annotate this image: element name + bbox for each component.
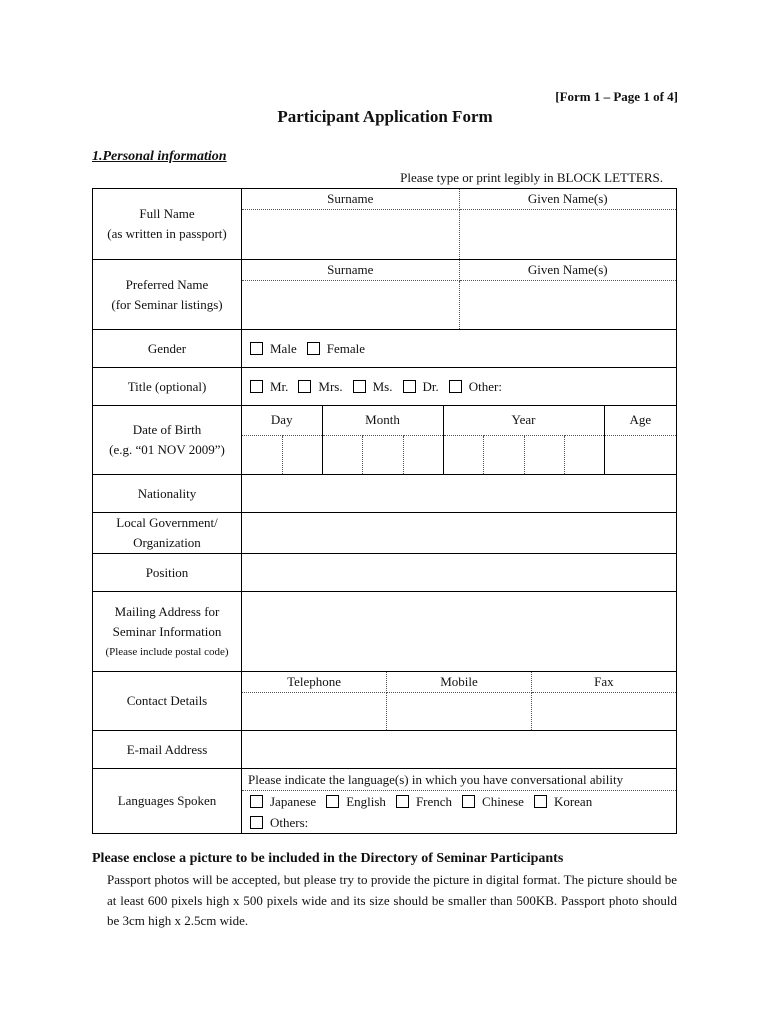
gender-option-female[interactable] <box>307 341 365 357</box>
dob-day-header: Day <box>242 406 322 435</box>
preferred-name-row <box>93 260 677 330</box>
dob-day-digit[interactable] <box>242 435 282 474</box>
gender-label: Gender <box>93 330 242 368</box>
mailing-address-label <box>93 592 242 672</box>
email-label: E-mail Address <box>93 731 242 769</box>
language-option-french[interactable] <box>396 794 452 810</box>
dob-month-char[interactable] <box>362 435 403 474</box>
checkbox-icon[interactable] <box>353 380 366 393</box>
position-field[interactable] <box>242 554 677 592</box>
telephone-field[interactable] <box>242 692 387 730</box>
page-title: Participant Application Form <box>277 107 493 126</box>
preferred-name-label-line2: (for Seminar listings) <box>111 296 223 312</box>
checkbox-icon[interactable] <box>250 816 263 829</box>
checkbox-icon[interactable] <box>396 795 409 808</box>
form-page-reference: [Form 1 – Page 1 of 4] <box>555 89 678 104</box>
title-option-ms[interactable] <box>353 379 393 395</box>
title-option-label: Other: <box>468 378 502 394</box>
language-option-label: English <box>346 793 386 809</box>
dob-month-char[interactable] <box>403 435 443 474</box>
organization-label-line1: Local Government/ <box>116 515 218 530</box>
picture-instructions: Passport photos will be accepted, but please try to provide the picture in digital format. The picture should be at least 600 pixels high x 500 pixels wide and its size should be smaller than 500KB. Passport photo should be 3cm high x 2.5cm wide. <box>107 872 677 928</box>
mailing-address-row <box>93 592 677 672</box>
full-name-label-line2: (as written in passport) <box>107 226 227 241</box>
organization-row <box>93 513 677 554</box>
dob-year-digit[interactable] <box>564 435 604 474</box>
checkbox-icon[interactable] <box>307 342 320 355</box>
nationality-label: Nationality <box>93 475 242 513</box>
mobile-header: Mobile <box>387 672 532 692</box>
gender-row <box>93 330 677 368</box>
dob-day-digit[interactable] <box>282 435 322 474</box>
picture-section-heading: Please enclose a picture to be included in the Directory of Seminar Participants <box>92 851 564 866</box>
position-row <box>93 554 677 592</box>
languages-label: Languages Spoken <box>93 769 242 834</box>
language-option-english[interactable] <box>326 794 386 810</box>
dob-month-header: Month <box>322 406 443 435</box>
preferred-given-field[interactable] <box>459 280 676 329</box>
preferred-given-header: Given Name(s) <box>459 260 676 280</box>
organization-field[interactable] <box>242 513 677 554</box>
mailing-address-field[interactable] <box>242 592 677 672</box>
dob-month-char[interactable] <box>322 435 362 474</box>
preferred-surname-header: Surname <box>242 260 459 280</box>
full-name-row <box>93 189 677 260</box>
checkbox-icon[interactable] <box>449 380 462 393</box>
contact-row <box>93 672 677 731</box>
title-label: Title (optional) <box>93 368 242 406</box>
checkbox-icon[interactable] <box>250 342 263 355</box>
title-option-label: Mrs. <box>318 378 343 394</box>
language-option-others[interactable] <box>250 815 308 831</box>
title-option-mr[interactable] <box>250 379 288 395</box>
nationality-row <box>93 475 677 513</box>
email-row <box>93 731 677 769</box>
gender-option-male[interactable] <box>250 341 297 357</box>
personal-info-form <box>92 188 677 834</box>
title-option-mrs[interactable] <box>298 379 342 395</box>
preferred-name-label-line1: Preferred Name <box>125 276 209 292</box>
gender-option-label: Female <box>326 340 365 356</box>
dob-row <box>93 406 677 475</box>
title-row <box>93 368 677 406</box>
title-option-label: Dr. <box>422 378 439 394</box>
checkbox-icon[interactable] <box>462 795 475 808</box>
fax-field[interactable] <box>531 692 676 730</box>
languages-instruction: Please indicate the language(s) in which you have conversational ability <box>242 770 676 791</box>
checkbox-icon[interactable] <box>403 380 416 393</box>
mailing-label-line2: Seminar Information <box>112 623 222 639</box>
position-label: Position <box>93 554 242 592</box>
mobile-field[interactable] <box>387 692 532 730</box>
mailing-label-line3: (Please include postal code) <box>105 645 229 658</box>
dob-label-line2: (e.g. “01 NOV 2009”) <box>109 442 225 457</box>
full-name-surname-field[interactable] <box>242 209 459 259</box>
full-name-given-header: Given Name(s) <box>459 189 676 209</box>
language-option-label: Japanese <box>270 793 317 809</box>
language-option-label: Others: <box>270 814 309 830</box>
title-option-other[interactable] <box>449 379 502 395</box>
dob-year-digit[interactable] <box>443 435 483 474</box>
language-option-korean[interactable] <box>534 794 592 810</box>
dob-age-field[interactable] <box>604 435 676 474</box>
dob-year-digit[interactable] <box>524 435 564 474</box>
organization-label-line2: Organization <box>133 535 201 550</box>
language-option-label: French <box>415 793 453 809</box>
title-option-label: Mr. <box>270 378 289 394</box>
language-option-label: Chinese <box>482 793 524 809</box>
telephone-header: Telephone <box>242 672 387 692</box>
full-name-label <box>93 189 242 260</box>
dob-age-header: Age <box>604 406 676 435</box>
section-heading: 1.Personal information <box>92 149 227 164</box>
gender-option-label: Male <box>270 340 297 356</box>
fax-header: Fax <box>531 672 676 692</box>
preferred-name-label <box>93 260 242 330</box>
nationality-field[interactable] <box>242 475 677 513</box>
mailing-label-line1: Mailing Address for <box>114 603 220 619</box>
organization-label <box>93 513 242 554</box>
checkbox-icon[interactable] <box>534 795 547 808</box>
language-option-chinese[interactable] <box>462 794 524 810</box>
contact-label: Contact Details <box>93 672 242 731</box>
dob-year-header: Year <box>443 406 604 435</box>
full-name-surname-header: Surname <box>242 189 459 209</box>
dob-label-line1: Date of Birth <box>132 422 202 437</box>
languages-row <box>93 769 677 834</box>
checkbox-icon[interactable] <box>250 380 263 393</box>
full-name-given-field[interactable] <box>459 209 676 259</box>
checkbox-icon[interactable] <box>326 795 339 808</box>
preferred-surname-field[interactable] <box>242 280 459 329</box>
language-option-japanese[interactable] <box>250 794 316 810</box>
title-option-dr[interactable] <box>403 379 439 395</box>
checkbox-icon[interactable] <box>250 795 263 808</box>
email-field[interactable] <box>242 731 677 769</box>
language-option-label: Korean <box>553 793 593 809</box>
full-name-label-line1: Full Name <box>139 206 195 221</box>
checkbox-icon[interactable] <box>298 380 311 393</box>
dob-label <box>93 406 242 475</box>
title-option-label: Ms. <box>372 378 393 394</box>
block-letters-note: Please type or print legibly in BLOCK LETTERS. <box>400 170 663 185</box>
dob-year-digit[interactable] <box>483 435 524 474</box>
